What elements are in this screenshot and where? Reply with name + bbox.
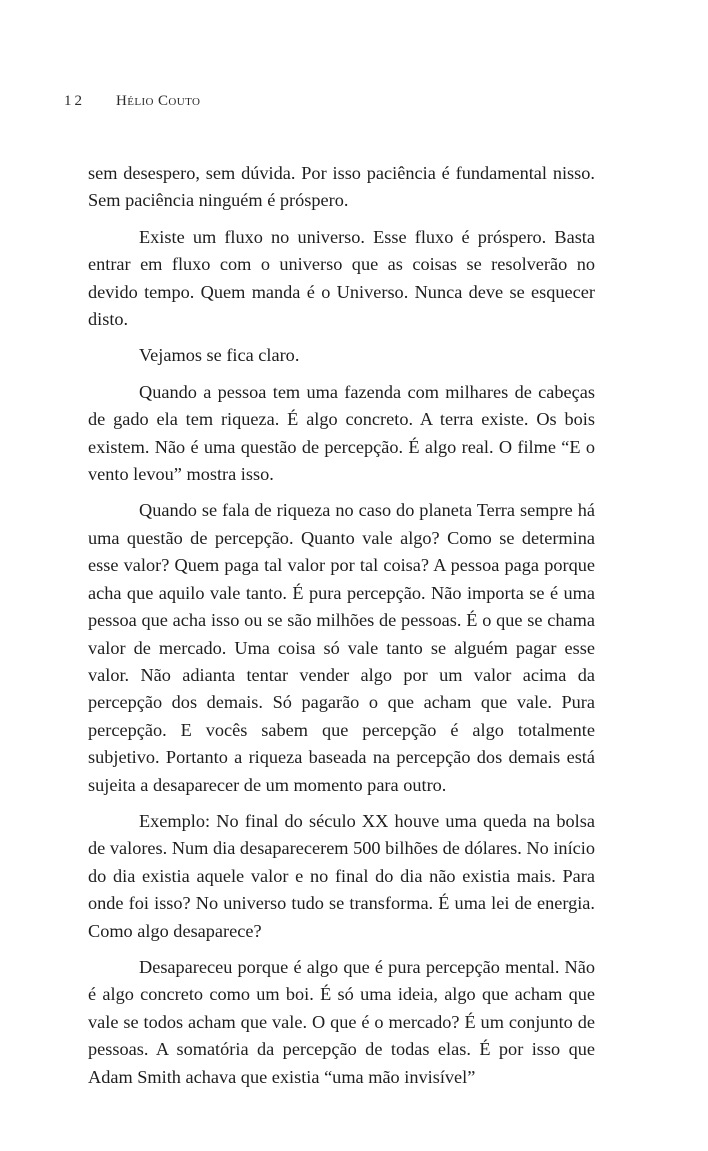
page-number: 12 [64,93,85,109]
paragraph-continued: sem desespero, sem dúvida. Por isso paciência é fundamental nisso. Sem paciência ninguém é próspero. [88,163,595,211]
running-head [64,93,200,115]
running-head-author: Hélio Couto [116,93,201,109]
paragraph: Existe um fluxo no universo. Esse fluxo é próspero. Basta entrar em fluxo com o universo que as coisas se resolverão no devido tempo. Quem manda é o Universo. Nunca deve se esquecer disto. [88,226,595,330]
paragraph: Desapareceu porque é algo que é pura percepção mental. Não é algo concreto como um boi. É só uma ideia, algo que acham que vale se todos acham que vale. O que é o mercado? É um conjunto de pessoas. A somatória da percepção de todas elas. É por isso que Adam Smith achava que existia “uma mão invisível” [88,956,595,1087]
paragraph: Quando a pessoa tem uma fazenda com milhares de cabeças de gado ela tem riqueza. É algo concreto. A terra existe. Os bois existem. Não é uma questão de percepção. É algo real. O filme “E o vento levou” mostra isso. [88,381,595,485]
paragraph: Exemplo: No final do século XX houve uma queda na bolsa de valores. Num dia desaparecerem 500 bilhões de dólares. No início do dia existia aquele valor e no final do dia não existia mais. Para onde foi isso? No universo tudo se transforma. É uma lei de energia. Como algo desaparece? [88,810,595,941]
paragraph: Quando se fala de riqueza no caso do planeta Terra sempre há uma questão de percepção. Quanto vale algo? Como se determina esse valor? Quem paga tal valor por tal coisa? A pessoa paga porque acha que aquilo vale tanto. É pura percepção. Não importa se é uma pessoa que acha isso ou se são milhões de pessoas. É o que se chama valor de mercado. Uma coisa só vale tanto se alguém pagar esse valor. Não adianta tentar vender algo por um valor acima da percepção dos demais. Só pagarão o que acham que vale. Pura percepção. E vocês sabem que percepção é algo totalmente subjetivo. Portanto a riqueza baseada na percepção dos demais está sujeita a desaparecer de um momento para outro. [88,500,595,795]
paragraph: Vejamos se fica claro. [139,345,300,366]
body-text [88,160,595,1100]
